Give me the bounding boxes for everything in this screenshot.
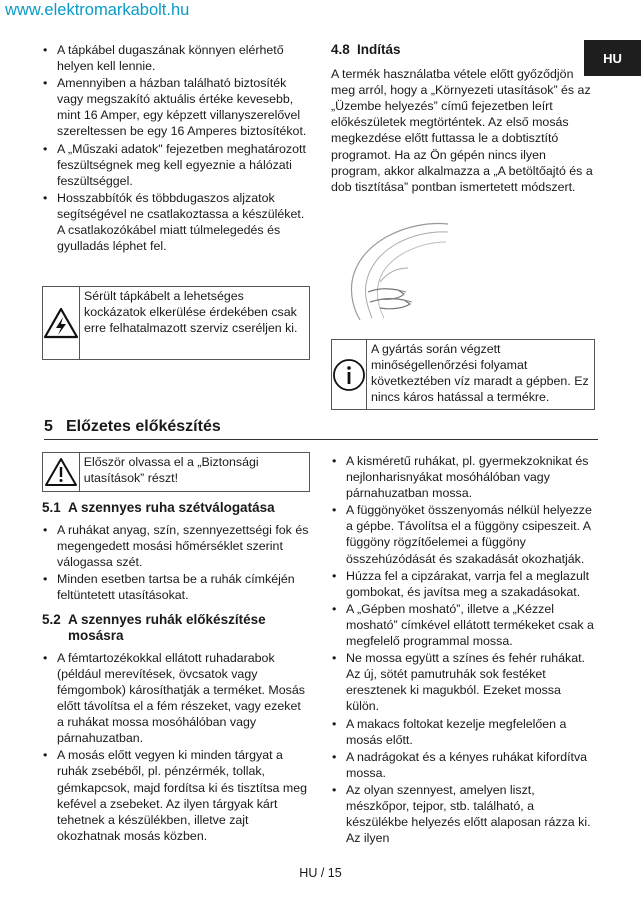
safety-warning-box (42, 452, 310, 492)
section-4-8-text: A termék használatba vétele előtt győződjön meg arról, hogy a „Környezeti utasítások” és az „Üzembe helyezés” című fejezetben leírt előkészületek megtörténtek. Az első mosás megkezdése előtt futtassa le a dobtisztító programot. Ha az Ön gépén nincs ilyen program, akkor alkalmazza a „A betöltőajtó és a dob tisztítása” pontban ismertetett módszert. (331, 67, 593, 194)
preparation-bullets (42, 650, 310, 844)
electric-hazard-icon (43, 287, 80, 359)
language-tab: HU (584, 40, 641, 76)
info-note-text: A gyártás során végzett minőségellenőrzési folyamat következtében víz maradt a gépben. Ez nincs káros hatással a termékre. (371, 342, 589, 405)
sorting-bullets (42, 522, 310, 603)
section-4-8-heading: 4.8 Indítás (331, 42, 401, 57)
watermark: www.elektromarkabolt.hu (5, 1, 190, 19)
list-item: • Az olyan szennyest, amelyen liszt, mészkőpor, tejpor, stb. található, a készülékbe helyezés előtt alaposan rázza ki. Az ilyen (331, 782, 595, 846)
list-item: • A ruhákat anyag, szín, szennyezettségi fok és megengedett mosási hőmérséklet szerint válogassa szét. (42, 522, 310, 570)
page-number: HU / 15 (299, 866, 342, 880)
list-item: • Húzza fel a cipzárakat, varrja fel a meglazult gombokat, és javítsa meg a szakadásokat. (331, 568, 595, 600)
list-item: • A „Gépben mosható”, illetve a „Kézzel mosható” címkével ellátott termékeket csak a megfelelő programmal mossa. (331, 601, 595, 649)
list-item: • A mosás előtt vegyen ki minden tárgyat a ruhák zsebéből, pl. pénzérmék, tollak, gémkapcsok, majd fordítsa ki és tisztítsa meg kefével a zsebeket. Az ilyen tárgyak kárt tehetnek a készülékben, illetve zajt okozhatnak mosás közben. (42, 747, 310, 844)
list-item: • Amennyiben a házban található biztosíték vagy megszakító aktuális értéke kevesebb, mint 16 Amper, egy képzett villanyszerelővel szereltessen be egy 16 Amperes biztosítékot. (42, 75, 310, 139)
right-bottom-column (331, 453, 595, 847)
list-item: • Ne mossa együtt a színes és fehér ruhákat. Az új, sötét pamutruhák sok festéket eresztenek ki magukból. Ezeket mossa külön. (331, 650, 595, 714)
section-5-heading: 5 Előzetes előkészítés (44, 418, 598, 440)
list-item: • Hosszabbítók és többdugaszos aljzatok segítségével ne csatlakoztassa a készüléket. A csatlakozókábel miatt túlmelegedés és gyulladás léphet fel. (42, 190, 310, 254)
electric-warning-text: Sérült tápkábelt a lehetséges kockázatok elkerülése érdekében csak erre felhatalmazott szerviz cseréljen ki. (84, 289, 298, 336)
washing-machine-illustration (338, 222, 456, 322)
power-bullets (42, 42, 310, 254)
list-item: • A függönyöket összenyomás nélkül helyezze a gépbe. Távolítsa el a függöny csipeszeit. A függöny rögzítőelemei a függöny összehúzódását és szakadását okozhatják. (331, 502, 595, 566)
warning-icon (43, 453, 80, 491)
section-5-1-heading: 5.1 A szennyes ruha szétválogatása (42, 500, 275, 515)
laundry-tips-bullets (331, 453, 595, 846)
list-item: • A „Műszaki adatok" fejezetben meghatározott feszültségnek meg kell egyeznie a hálózati feszültséggel. (42, 141, 310, 189)
list-item: • Minden esetben tartsa be a ruhák címkéjén feltüntetett utasításokat. (42, 571, 310, 603)
electric-warning-box (42, 286, 310, 360)
list-item: • A makacs foltokat kezelje megfelelően a mosás előtt. (331, 716, 595, 748)
list-item: • A fémtartozékokkal ellátott ruhadarabok (például merevítések, övcsatok vagy fémgombok) károsíthatják a terméket. Mosás előtt távolítsa el a fém részeket, vagy ezeket a ruhákat mossa mosóhálóban vagy párnahuzatban. (42, 650, 310, 747)
left-bottom-column (42, 500, 310, 845)
list-item: • A nadrágokat és a kényes ruhákat kifordítva mossa. (331, 749, 595, 781)
info-note-box (331, 339, 595, 410)
right-top-column (331, 42, 593, 195)
section-5-2-heading: 5.2 A szennyes ruhák előkészítése mosásra (42, 611, 266, 643)
list-item: • A kisméretű ruhákat, pl. gyermekzoknikat és nejlonharisnyákat mosóhálóban vagy párnahuzatban mossa. (331, 453, 595, 501)
info-icon (332, 340, 367, 409)
list-item: • A tápkábel dugaszának könnyen elérhető helyen kell lennie. (42, 42, 310, 74)
left-top-column (42, 42, 310, 255)
safety-warning-text: Először olvassa el a „Biztonsági utasítások” részt! (83, 455, 259, 486)
